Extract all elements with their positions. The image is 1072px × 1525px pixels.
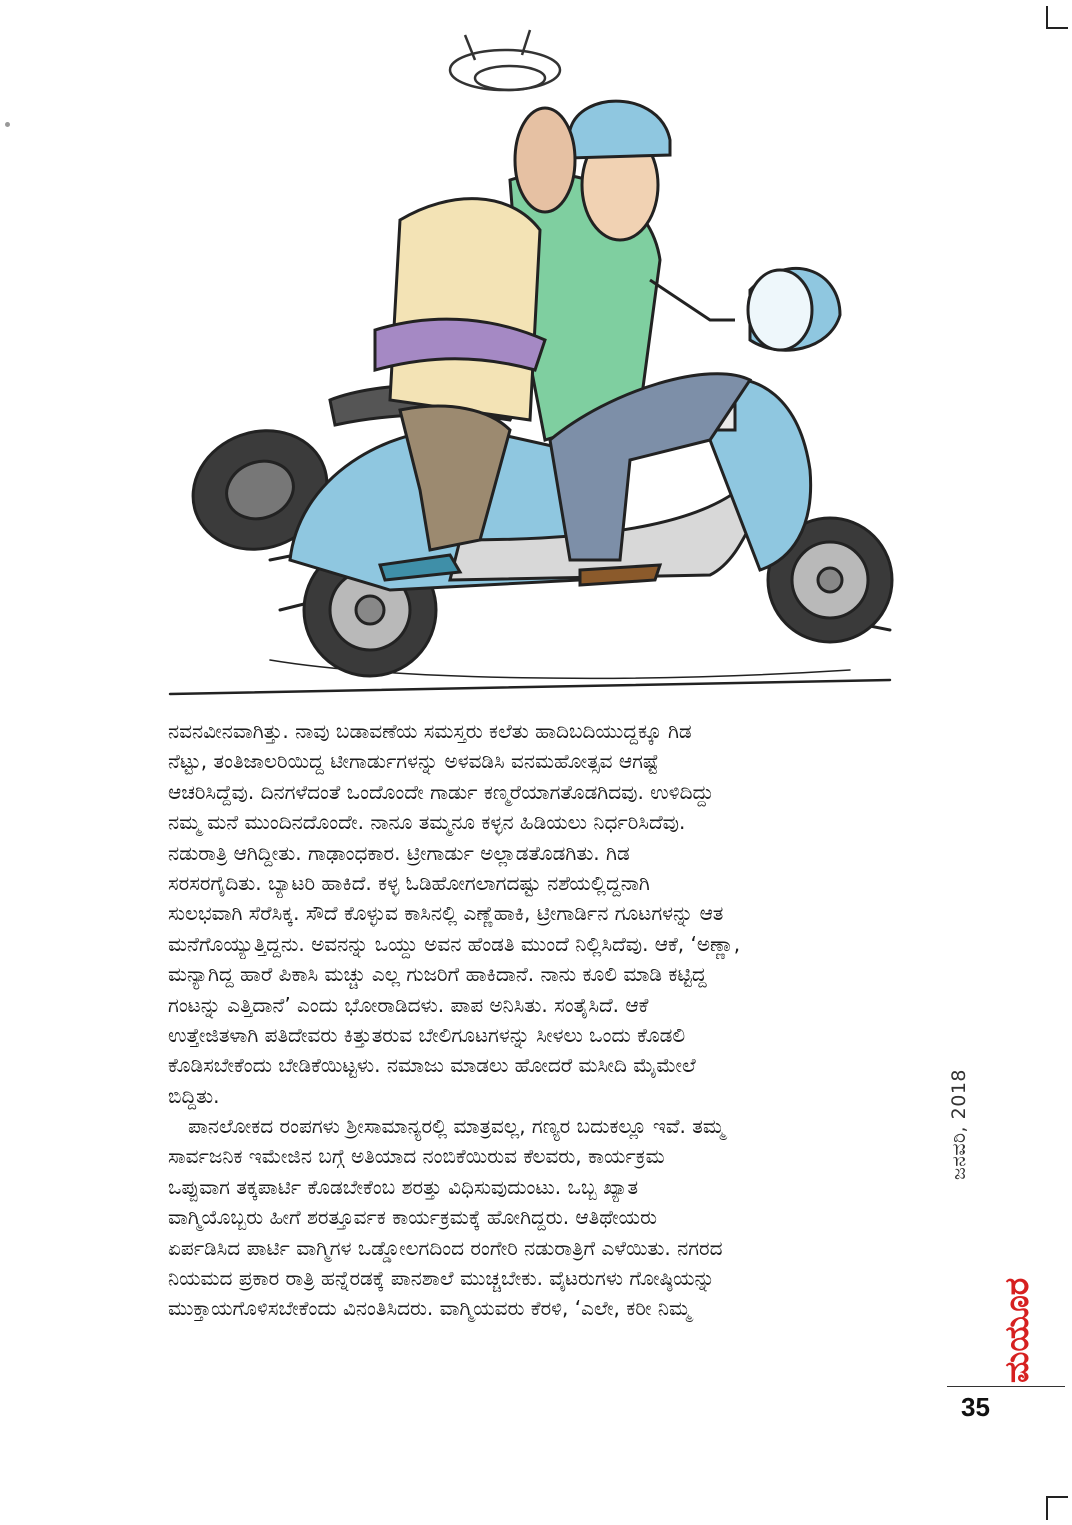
- issue-date: ಜನವರಿ, 2018: [948, 1069, 970, 1180]
- page-number: 35: [961, 1392, 990, 1422]
- article-line: ನವನವೀನವಾಗಿತ್ತು. ನಾವು ಬಡಾವಣೆಯ ಸಮಸ್ತರು ಕಲೆತು ಹಾದಿಬದಿಯುದ್ದಕ್ಕೂ ಗಿಡ: [168, 719, 692, 743]
- article-line: ಮನ್ಯಾಗಿದ್ದ ಹಾರೆ ಪಿಕಾಸಿ ಮಚ್ಚು ಎಲ್ಲ ಗುಜರಿಗೆ ಹಾಕಿದಾನೆ. ನಾನು ಕೂಲಿ ಮಾಡಿ ಕಟ್ಟಿದ್ದ: [168, 962, 707, 987]
- scooter-cartoon-illustration: [150, 20, 910, 700]
- magazine-logo: ಮಯೂರ: [997, 1277, 1036, 1383]
- article-line: ಉತ್ತೇಜಿತಳಾಗಿ ಪತಿದೇವರು ಕಿತ್ತುತರುವ ಬೇಲಿಗೂಟಗಳನ್ನು ಸೀಳಲು ಒಂದು ಕೊಡಲಿ: [168, 1022, 686, 1047]
- article-line: ಬಿದ್ದಿತು.: [168, 1083, 220, 1108]
- crop-mark-top-right-vertical: [1046, 6, 1048, 28]
- article-line: ನಮ್ಮ ಮನೆ ಮುಂದಿನದೊಂದೇ. ನಾನೂ ತಮ್ಮನೂ ಕಳ್ಳನ ಹಿಡಿಯಲು ನಿರ್ಧರಿಸಿದೆವು.: [168, 810, 686, 835]
- article-line: ಒಪ್ಪುವಾಗ ತಕ್ಕಪಾರ್ಟಿ ಕೊಡಬೇಕೆಂಬ ಶರತ್ತು ವಿಧಿಸುವುದುಂಟು. ಒಬ್ಬ ಖ್ಯಾತ: [168, 1174, 639, 1199]
- footer-rule: [947, 1386, 1065, 1387]
- crop-mark-bottom-right-vertical: [1046, 1496, 1048, 1520]
- article-line: ವಾಗ್ಮಿಯೊಬ್ಬರು ಹೀಗೆ ಶರತ್ತೂರ್ವಕ ಕಾರ್ಯಕ್ರಮಕ್ಕೆ ಹೋಗಿದ್ದರು. ಆತಿಥೇಯರು: [168, 1205, 658, 1230]
- article-line: ಸುಲಭವಾಗಿ ಸೆರೆಸಿಕ್ಕ. ಸೌದೆ ಕೊಳ್ಳುವ ಕಾಸಿನಲ್ಲಿ ಎಣ್ಣೆಹಾಕಿ, ಟ್ರೀಗಾರ್ಡಿನ ಗೂಟಗಳನ್ನು ಆತ: [168, 901, 724, 926]
- article-line: ಮನೆಗೊಯ್ಯುತ್ತಿದ್ದನು. ಅವನನ್ನು ಒಯ್ದು ಅವನ ಹೆಂಡತಿ ಮುಂದೆ ನಿಲ್ಲಿಸಿದೆವು. ಆಕೆ, ‘ಅಣ್ಣಾ,: [168, 931, 741, 956]
- article-line: ಏರ್ಪಡಿಸಿದ ಪಾರ್ಟಿ ವಾಗ್ಮಿಗಳ ಒಡ್ಡೋಲಗದಿಂದ ರಂಗೇರಿ ನಡುರಾತ್ರಿಗೆ ಎಳೆಯಿತು. ನಗರದ: [168, 1235, 723, 1260]
- paragraph-start-line: ಪಾನಲೋಕದ ರಂಪಗಳು ಶ್ರೀಸಾಮಾನ್ಯರಲ್ಲಿ ಮಾತ್ರವಲ್ಲ, ಗಣ್ಯರ ಬದುಕಲ್ಲೂ ಇವೆ. ತಮ್ಮ: [188, 1114, 725, 1139]
- article-line: ಸಾರ್ವಜನಿಕ ಇಮೇಜಿನ ಬಗ್ಗೆ ಅತಿಯಾದ ನಂಬಿಕೆಯಿರುವ ಕೆಲವರು, ಕಾರ್ಯಕ್ರಮ: [168, 1144, 665, 1169]
- article-line: ನಡುರಾತ್ರಿ ಆಗಿದ್ದೀತು. ಗಾಢಾಂಧಕಾರ. ಟ್ರೀಗಾರ್ಡು ಅಲ್ಲಾಡತೊಡಗಿತು. ಗಿಡ: [168, 840, 630, 865]
- article-line: ಆಚರಿಸಿದ್ದೆವು. ದಿನಗಳೆದಂತೆ ಒಂದೊಂದೇ ಗಾರ್ಡು ಕಣ್ಮರೆಯಾಗತೊಡಗಿದವು. ಉಳಿದಿದ್ದು: [168, 779, 714, 804]
- article-body: [168, 716, 920, 1324]
- article-line: ಮುಕ್ತಾಯಗೊಳಿಸಬೇಕೆಂದು ವಿನಂತಿಸಿದರು. ವಾಗ್ಮಿಯವರು ಕೆರಳಿ, ‘ಎಲೇ, ಕರೀ ನಿಮ್ಮ: [168, 1296, 691, 1321]
- article-line: ಕೊಡಿಸಬೇಕೆಂದು ಬೇಡಿಕೆಯಿಟ್ಟಳು. ನಮಾಜು ಮಾಡಲು ಹೋದರೆ ಮಸೀದಿ ಮೈಮೇಲೆ: [168, 1053, 696, 1078]
- dizzy-swirl-icon: [450, 30, 560, 90]
- article-line: ಗಂಟನ್ನು ಎತ್ತಿದಾನೆ’ ಎಂದು ಭೋರಾಡಿದಳು. ಪಾಪ ಅನಿಸಿತು. ಸಂತೈಸಿದೆ. ಆಕೆ: [168, 992, 649, 1017]
- article-line: ನೆಟ್ಟು, ತಂತಿಜಾಲರಿಯಿದ್ದ ಟೀಗಾರ್ಡುಗಳನ್ನು ಅಳವಡಿಸಿ ವನಮಹೋತ್ಸವ ಆಗಷ್ಟೆ: [168, 749, 659, 774]
- registration-dot: [5, 122, 10, 127]
- article-line: ಸರಸರಗೈದಿತು. ಬ್ಯಾಟರಿ ಹಾಕಿದೆ. ಕಳ್ಳ ಓಡಿಹೋಗಲಾಗದಷ್ಟು ನಶೆಯಲ್ಲಿದ್ದನಾಗಿ: [168, 870, 650, 895]
- article-line: ನಿಯಮದ ಪ್ರಕಾರ ರಾತ್ರಿ ಹನ್ನೆರಡಕ್ಕೆ ಪಾನಶಾಲೆ ಮುಚ್ಚಬೇಕು. ವೈಟರುಗಳು ಗೋಷ್ಠಿಯನ್ನು: [168, 1266, 715, 1291]
- crop-mark-bottom-right-horizontal: [1046, 1496, 1068, 1498]
- crop-mark-top-right-horizontal: [1046, 27, 1068, 29]
